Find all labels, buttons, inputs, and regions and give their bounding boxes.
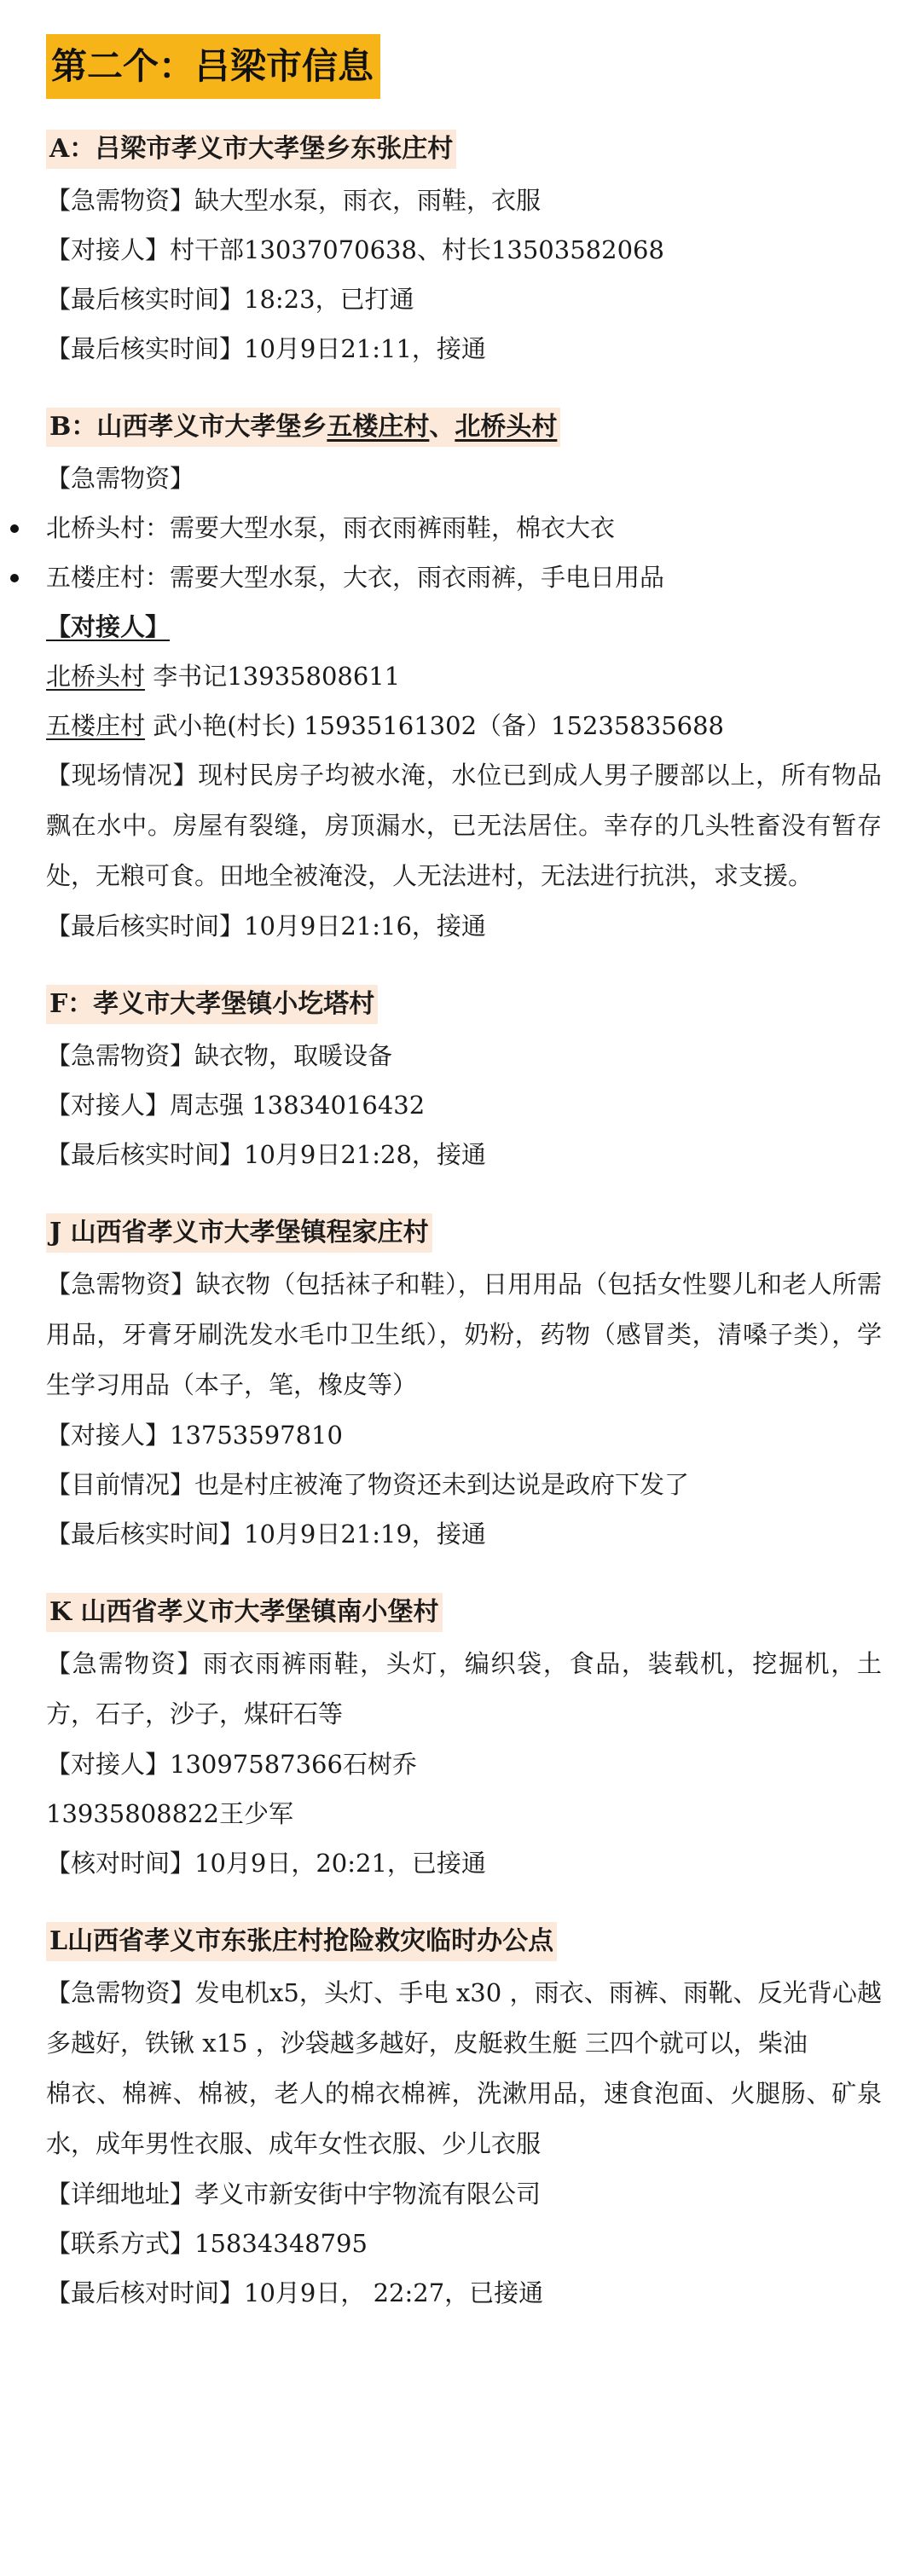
section-j-contact: 【对接人】13753597810 xyxy=(46,1421,343,1450)
section-j-verify: 【最后核实时间】10月9日21:19，接通 xyxy=(46,1520,486,1548)
section-j xyxy=(46,1213,921,1559)
page-title: 第二个：吕梁市信息 xyxy=(46,34,380,99)
list-item: 五楼庄村：需要大型水泵，大衣，雨衣雨裤，手电日用品 xyxy=(46,553,921,602)
section-l-title: L山西省孝义市东张庄村抢险救灾临时办公点 xyxy=(46,1922,557,1961)
section-j-title: J 山西省孝义市大孝堡镇程家庄村 xyxy=(46,1213,432,1253)
section-b-title-village-1: 五楼庄村 xyxy=(327,412,430,442)
section-f-contact: 【对接人】周志强 13834016432 xyxy=(46,1091,426,1120)
section-a-title: A：吕梁市孝义市大孝堡乡东张庄村 xyxy=(46,130,456,169)
section-f xyxy=(46,985,921,1179)
section-a-verify-2: 【最后核实时间】10月9日21:11，接通 xyxy=(46,334,486,363)
section-l-address: 【详细地址】孝义市新安街中宇物流有限公司 xyxy=(46,2179,542,2208)
section-b xyxy=(46,408,921,951)
section-f-title: F：孝义市大孝堡镇小圪塔村 xyxy=(46,985,378,1024)
section-k xyxy=(46,1593,921,1888)
section-j-situation: 【目前情况】也是村庄被淹了物资还未到达说是政府下发了 xyxy=(46,1470,690,1499)
section-b-supplies-header: 【急需物资】 xyxy=(46,464,195,493)
section-l-phone: 【联系方式】15834348795 xyxy=(46,2229,368,2258)
section-b-contact-2-detail: 武小艳(村长) 15935161302（备）15235835688 xyxy=(145,711,724,740)
section-b-contact-header-text: 【对接人】 xyxy=(46,612,171,641)
section-l-supplies: 【急需物资】发电机x5，头灯、手电 x30 ，雨衣、雨裤、雨靴、反光背心越多越好，铁锹 x15 ，沙袋越多越好，皮艇救生艇 三四个就可以，柴油 xyxy=(46,1978,882,2058)
section-l-supplies-2: 棉衣、棉裤、棉被，老人的棉衣棉裤，洗漱用品，速食泡面、火腿肠、矿泉水，成年男性衣服、成年女性衣服、少儿衣服 xyxy=(46,2079,882,2158)
section-k-contact: 【对接人】13097587366石树乔 xyxy=(46,1750,417,1779)
section-f-supplies: 【急需物资】缺衣物，取暖设备 xyxy=(46,1041,393,1070)
section-b-contact-2-village: 五楼庄村 xyxy=(46,711,146,740)
section-b-title-village-2: 北桥头村 xyxy=(455,412,558,442)
section-j-supplies: 【急需物资】缺衣物（包括袜子和鞋），日用用品（包括女性婴儿和老人所需用品，牙膏牙刷洗发水毛巾卫生纸），奶粉，药物（感冒类，清嗓子类），学生学习用品（本子，笔，橡皮等） xyxy=(46,1270,882,1399)
section-f-verify: 【最后核实时间】10月9日21:28，接通 xyxy=(46,1140,486,1169)
section-l xyxy=(46,1922,921,2318)
section-b-contact-1 xyxy=(46,651,890,701)
section-b-supplies-list xyxy=(46,503,921,602)
section-a-verify-1: 【最后核实时间】18:23，已打通 xyxy=(46,285,414,314)
section-b-title xyxy=(46,408,560,447)
section-b-situation: 【现场情况】现村民房子均被水淹，水位已到成人男子腰部以上，所有物品飘在水中。房屋有裂缝，房顶漏水，已无法居住。幸存的几头牲畜没有暂存处，无粮可食。田地全被淹没，人无法进村，无法进行抗洪，求支援。 xyxy=(46,761,882,890)
section-k-title: K 山西省孝义市大孝堡镇南小堡村 xyxy=(46,1593,443,1632)
section-b-contact-2 xyxy=(46,701,890,750)
section-b-contact-1-village: 北桥头村 xyxy=(46,662,146,691)
section-a-supplies: 【急需物资】缺大型水泵，雨衣，雨鞋，衣服 xyxy=(46,186,542,215)
section-b-title-prefix: B：山西孝义市大孝堡乡 xyxy=(49,412,327,442)
list-item: 北桥头村：需要大型水泵，雨衣雨裤雨鞋，棉衣大衣 xyxy=(46,503,921,553)
section-k-verify: 【核对时间】10月9日，20:21，已接通 xyxy=(46,1849,486,1878)
section-k-contact-2: 13935808822王少军 xyxy=(46,1799,293,1828)
section-b-contact-header xyxy=(46,602,890,651)
section-b-verify: 【最后核实时间】10月9日21:16，接通 xyxy=(46,912,486,941)
section-k-supplies: 【急需物资】雨衣雨裤雨鞋，头灯，编织袋，食品，装载机，挖掘机，土方，石子，沙子，煤矸石等 xyxy=(46,1649,882,1728)
section-a xyxy=(46,130,921,373)
section-l-verify: 【最后核对时间】10月9日， 22:27，已接通 xyxy=(46,2278,544,2307)
section-b-title-sep: 、 xyxy=(429,412,455,442)
section-a-contact: 【对接人】村干部13037070638、村长13503582068 xyxy=(46,235,664,264)
section-b-contact-1-detail: 李书记13935808611 xyxy=(145,662,401,691)
